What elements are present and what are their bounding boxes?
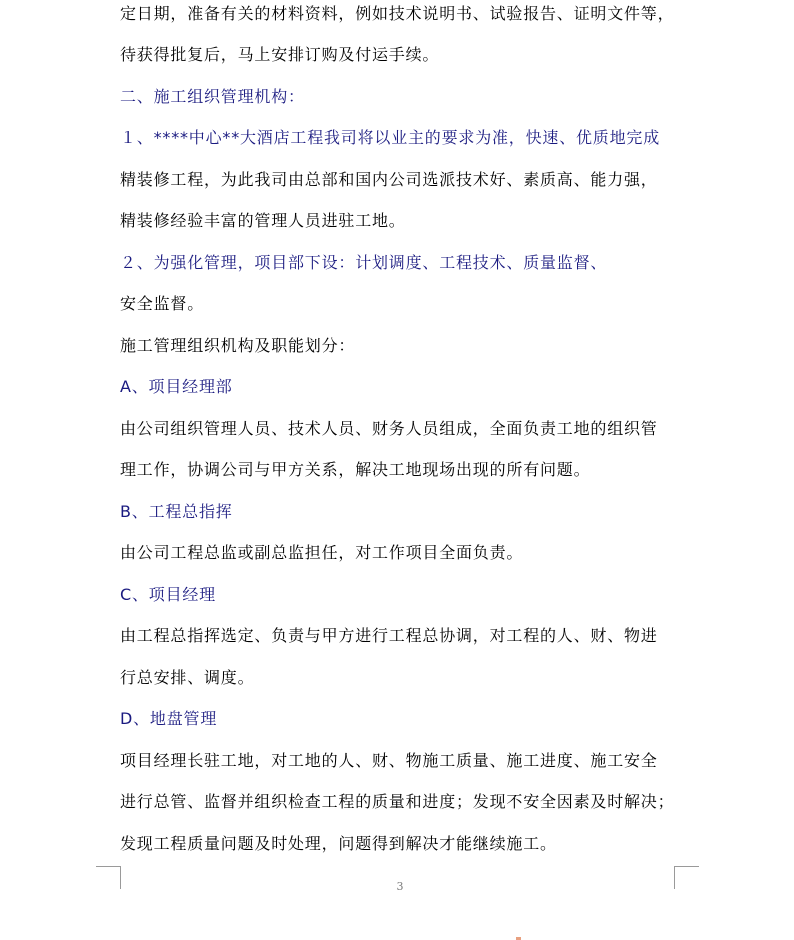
text-line: 由工程总指挥选定、负责与甲方进行工程总协调，对工程的人、财、物进 [120, 626, 658, 645]
text-line: 项目经理长驻工地，对工地的人、财、物施工质量、施工进度、施工安全 [120, 751, 658, 770]
crop-mark-right [674, 866, 699, 889]
section-heading: 二、施工组织管理机构： [120, 87, 305, 106]
text-line: 施工管理组织机构及职能划分： [120, 336, 356, 355]
page-number: 3 [396, 880, 404, 893]
subsection-heading: C、项目经理 [120, 585, 216, 604]
text-line: ２、为强化管理，项目部下设：计划调度、工程技术、质量监督、 [120, 253, 608, 272]
subsection-heading: D、地盘管理 [120, 709, 218, 728]
text-line: 由公司组织管理人员、技术人员、财务人员组成，全面负责工地的组织管 [120, 419, 658, 438]
text-line: 定日期，准备有关的材料资料，例如技术说明书、试验报告、证明文件等， [120, 4, 675, 23]
crop-mark-left [96, 866, 121, 889]
text-line: 行总安排、调度。 [120, 668, 255, 687]
text-line: 待获得批复后，马上安排订购及付运手续。 [120, 45, 440, 64]
text-line: 精装修工程，为此我司由总部和国内公司选派技术好、素质高、能力强， [120, 170, 658, 189]
text-line: 理工作，协调公司与甲方关系，解决工地现场出现的所有问题。 [120, 460, 591, 479]
subsection-heading: B、工程总指挥 [120, 502, 233, 521]
text-line: １、****中心**大酒店工程我司将以业主的要求为准，快速、优质地完成 [120, 128, 661, 147]
text-line: 发现工程质量问题及时处理，问题得到解决才能继续施工。 [120, 834, 557, 853]
subsection-heading: A、项目经理部 [120, 377, 233, 396]
text-line: 精装修经验丰富的管理人员进驻工地。 [120, 211, 406, 230]
text-line: 由公司工程总监或副总监担任，对工作项目全面负责。 [120, 543, 524, 562]
text-line: 安全监督。 [120, 294, 205, 313]
text-line: 进行总管、监督并组织检查工程的质量和进度；发现不安全因素及时解决； [120, 792, 675, 811]
